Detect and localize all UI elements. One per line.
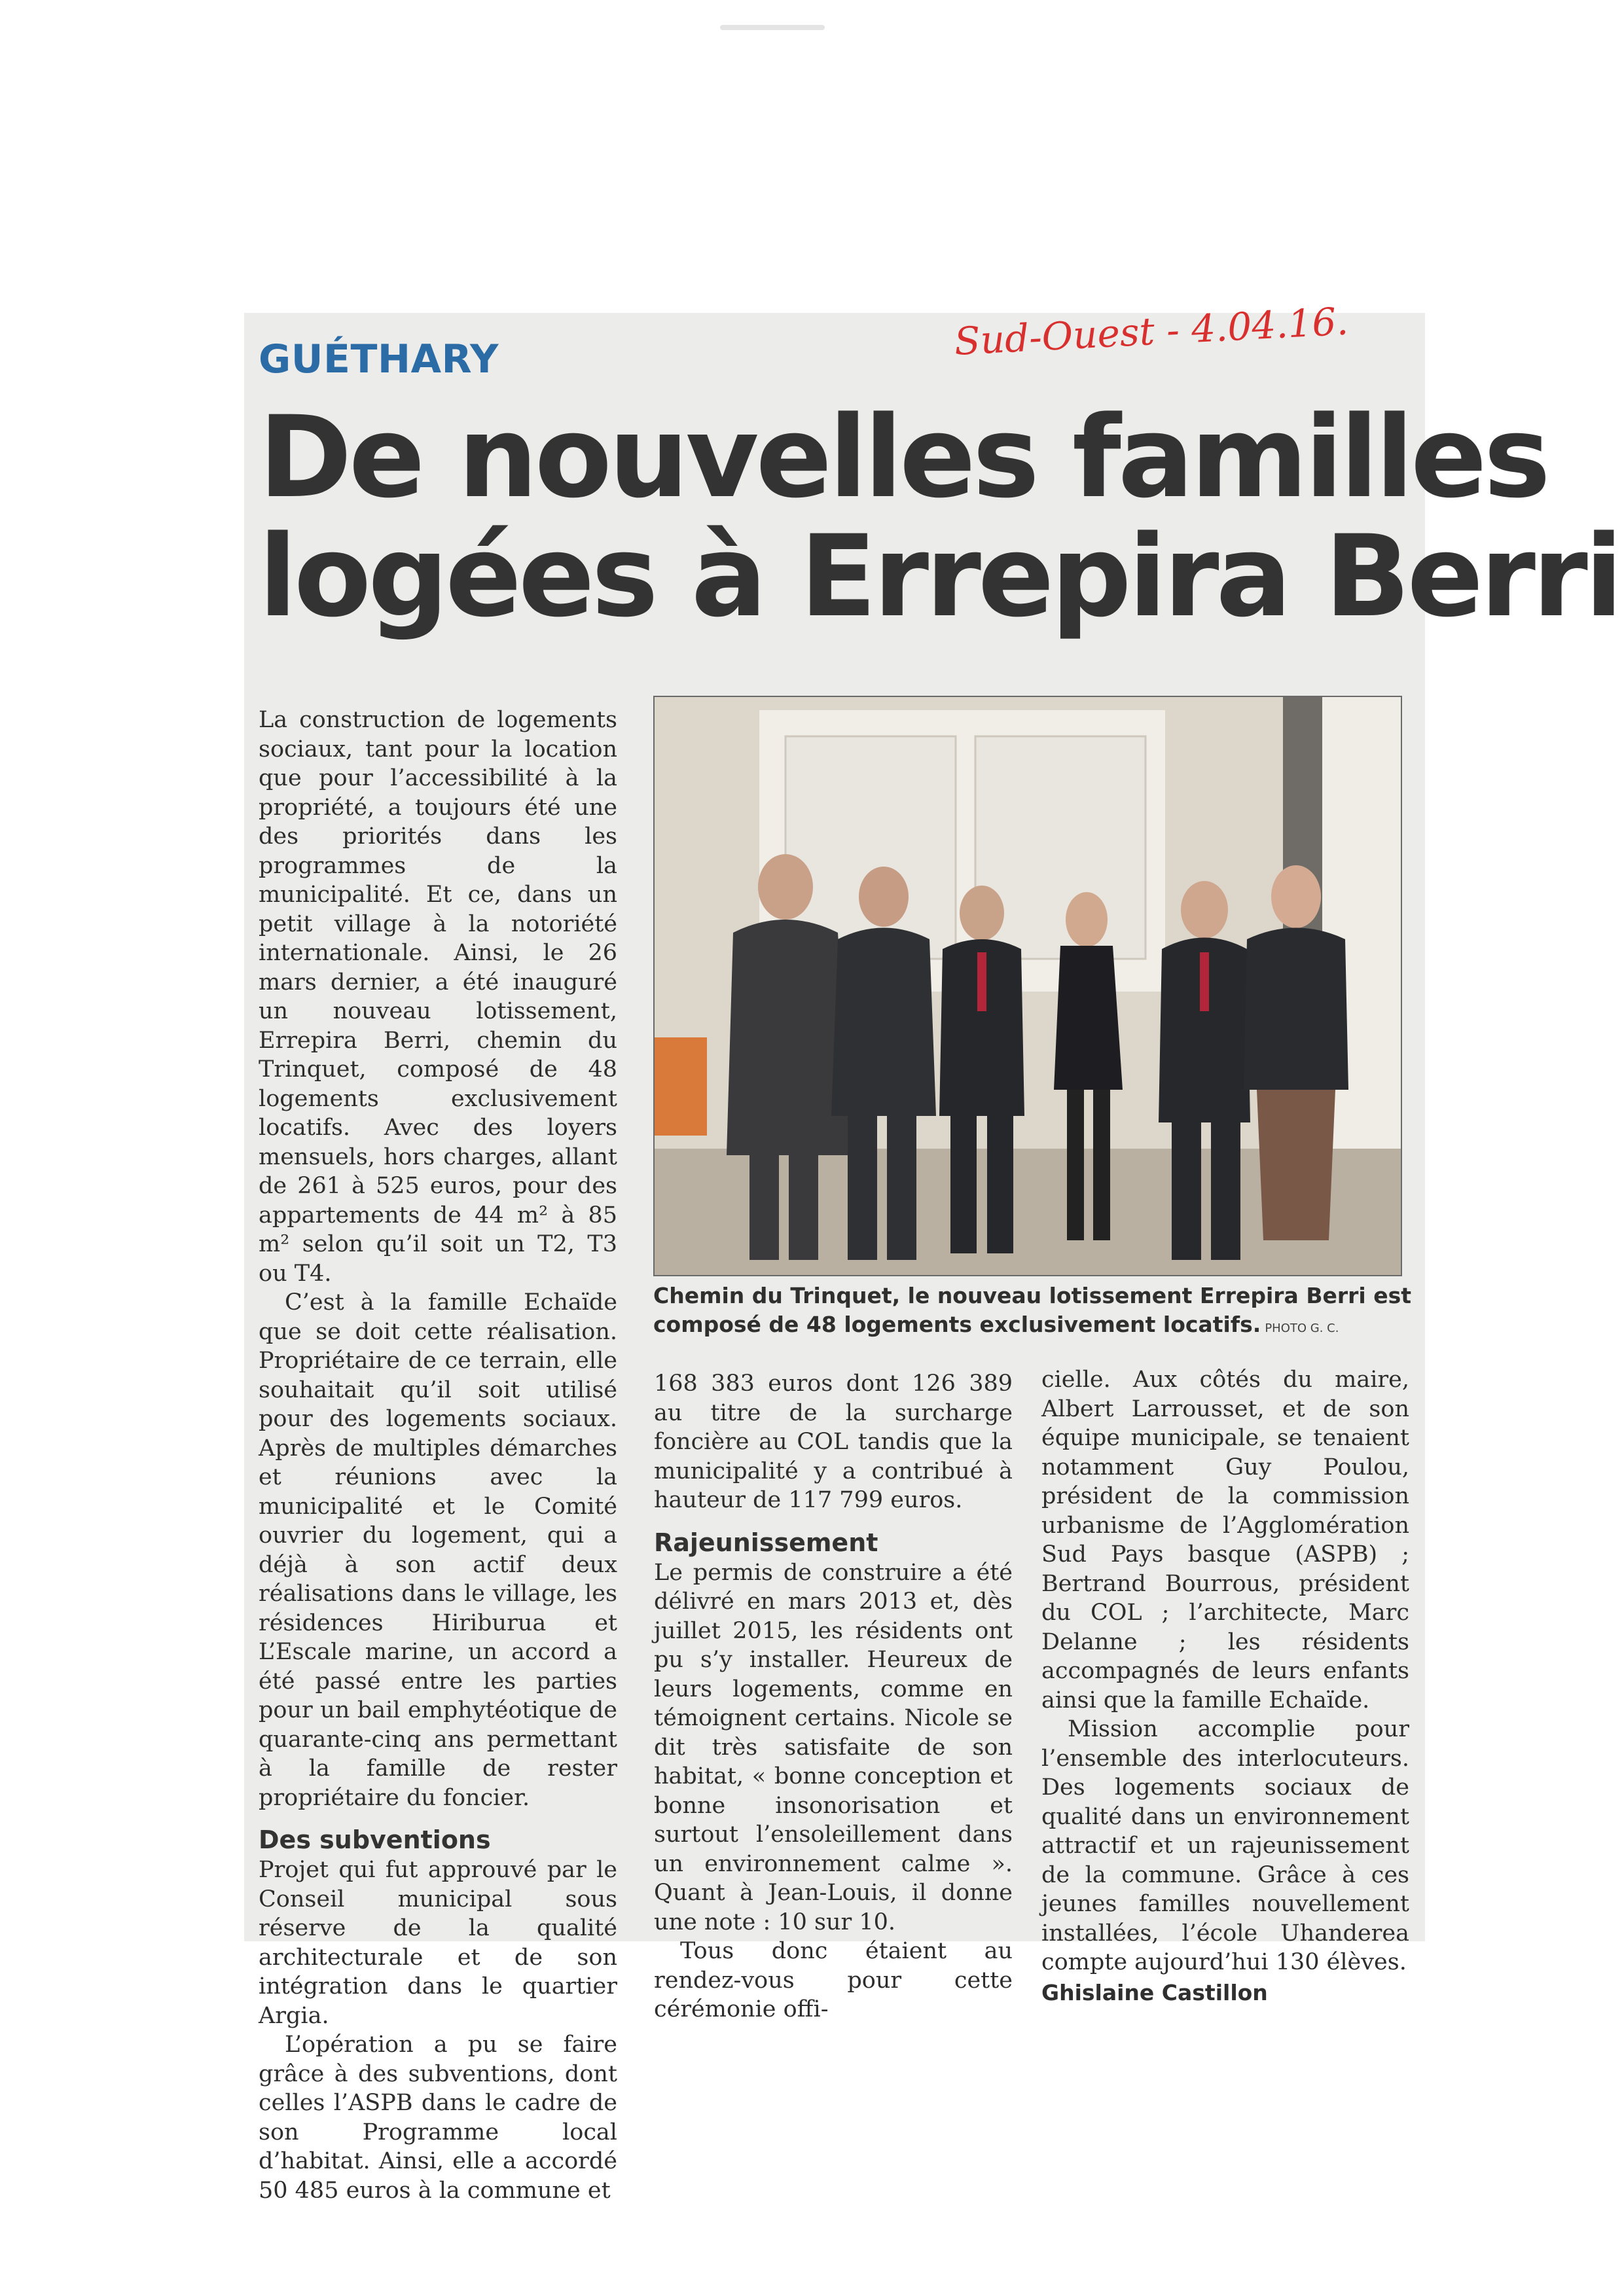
- paragraph: C’est à la famille Echaïde que se doit cette réalisation. Propriétaire de ce terrain, elle souhaitait qu’il soit utilisé pour des logements sociaux. Après de multiples démarches et réunions avec la municipalité et le Comité ouvrier du logement, qui a déjà à son actif deux réalisations dans le village, les résidences Hiriburua et L’Escale marine, un accord a été passé entre les parties pour un bail emphytéotique de quarante-cinq ans permettant à la famille de rester propriétaire du foncier.: [259, 1289, 617, 1811]
- subheading-subventions: Des subventions: [259, 1825, 491, 1854]
- handwritten-source-note: Sud-Ouest - 4.04.16.: [953, 298, 1350, 364]
- scan-mark: [720, 25, 825, 30]
- paragraph: Mission accomplie pour l’ensemble des interlocuteurs. Des logements sociaux de qualité dans un environnement attractif et un rajeunissement de la commune. Grâce à ces jeunes familles nouvellement installées, l’école Uhanderea compte aujourd’hui 130 élèves.: [1041, 1716, 1409, 1975]
- headline-line-1: De nouvelles familles: [259, 391, 1547, 523]
- subheading-rajeunissement: Rajeunissement: [654, 1528, 878, 1557]
- caption-text: Chemin du Trinquet, le nouveau lotissement Errepira Berri est composé de 48 logements exclusivement locatifs.: [653, 1283, 1411, 1337]
- headline-line-2: logées à Errepira Berri: [259, 511, 1620, 642]
- photo-credit: PHOTO G. C.: [1265, 1321, 1339, 1335]
- article-column-1: [259, 706, 617, 2205]
- author-byline: Ghislaine Castillon: [1041, 1979, 1268, 2005]
- photo-caption: [653, 1282, 1413, 1343]
- paragraph: 168 383 euros dont 126 389 au titre de la surcharge foncière au COL tandis que la municipalité y a contribué à hauteur de 117 799 euros.: [654, 1371, 1013, 1513]
- article-column-2: [654, 1369, 1013, 2024]
- article-photo: [653, 696, 1402, 1276]
- paragraph: Tous donc étaient au rendez-vous pour cette cérémonie offi-: [654, 1938, 1013, 2022]
- headline: [259, 391, 1620, 642]
- group-photo-illustration: [655, 697, 1401, 1275]
- paragraph: La construction de logements sociaux, tant pour la location que pour l’accessibilité à la propriété, a toujours été une des priorités dans les programmes de la municipalité. Et ce, dans un petit village à la notoriété internationale. Ainsi, le 26 mars dernier, a été inauguré un nouveau lotissement, Errepira Berri, chemin du Trinquet, composé de 48 logements exclusivement locatifs. Avec des loyers mensuels, hors charges, allant de 261 à 525 euros, pour des appartements de 44 m² à 85 m² selon qu’il soit un T2, T3 ou T4.: [259, 707, 617, 1287]
- paragraph: L’opération a pu se faire grâce à des subventions, dont celles l’ASPB dans le cadre de son Programme local d’habitat. Ainsi, elle a accordé 50 485 euros à la commune et: [259, 2032, 617, 2204]
- paragraph: Projet qui fut approuvé par le Conseil municipal sous réserve de la qualité architecturale et de son intégration dans le quartier Argia.: [259, 1857, 617, 2029]
- paragraph: cielle. Aux côtés du maire, Albert Larrousset, et de son équipe municipale, se tenaient notamment Guy Poulou, président de la commission urbanisme de l’Agglomération Sud Pays basque (ASPB) ; Bertrand Bourrous, président du COL ; l’architecte, Marc Delanne ; les résidents accompagnés de leurs enfants ainsi que la famille Echaïde.: [1041, 1367, 1409, 1713]
- rubric-town: GUÉTHARY: [259, 336, 499, 382]
- newspaper-clipping: [244, 298, 1620, 2204]
- paragraph: Le permis de construire a été délivré en mars 2013 et, dès juillet 2015, les résidents ont pu s’y installer. Heureux de leurs logements, comme en témoignent certains. Nicole se dit très satisfaite de son habitat, « bonne conception et bonne insonorisation et surtout l’ensoleillement dans un environnement calme ». Quant à Jean-Louis, il donne une note : 10 sur 10.: [654, 1559, 1013, 1935]
- article-column-3: [1041, 1365, 1409, 2007]
